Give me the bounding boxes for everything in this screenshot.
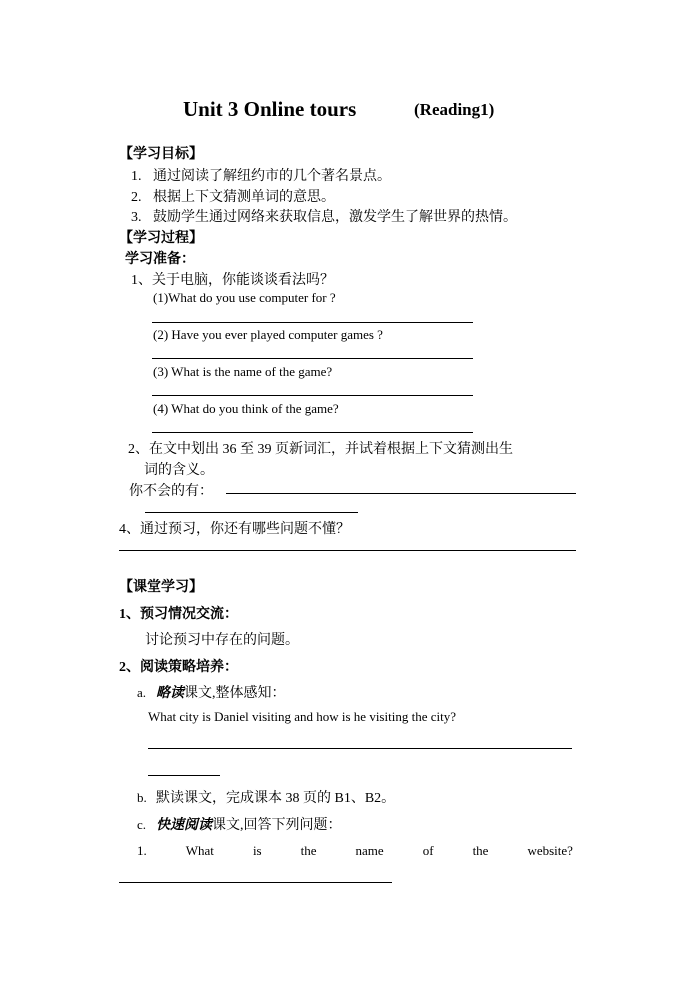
- objective-text: 根据上下文猜测单词的意思。: [153, 190, 335, 205]
- question-1: 1、关于电脑，你能谈谈看法吗？: [131, 273, 334, 288]
- answer-line: [148, 748, 572, 749]
- unknown-words-label: 你不会的有：: [129, 484, 213, 499]
- answer-line: [145, 512, 358, 513]
- question-2-line1: 2、在文中划出 36 至 39 页新词汇，并试着根据上下文猜测出生: [128, 442, 513, 457]
- objective-number: 3.: [131, 210, 142, 225]
- justified-word: 1.: [137, 843, 147, 858]
- justified-word: name: [355, 843, 384, 858]
- justified-word: of: [422, 843, 434, 858]
- objective-item: [131, 165, 391, 185]
- section-1-text: 讨论预习中存在的问题。: [145, 633, 299, 648]
- page-subtitle: (Reading1): [414, 100, 495, 119]
- q1-item: (4) What do you think of the game?: [153, 401, 339, 416]
- justified-word: the: [472, 843, 489, 858]
- answer-line: [148, 775, 220, 776]
- item-b-text: 默读课文，完成课本 38 页的 B1、B2。: [156, 791, 396, 806]
- objective-item: [131, 186, 335, 206]
- objective-number: 1.: [131, 169, 142, 184]
- q1-item: (3) What is the name of the game?: [153, 364, 333, 379]
- item-b-label: b.: [137, 790, 147, 805]
- q1-item: (1)What do you use computer for ?: [153, 290, 336, 305]
- objective-text: 通过阅读了解纽约市的几个著名景点。: [153, 169, 391, 184]
- justified-word: the: [300, 843, 317, 858]
- answer-line: [152, 358, 473, 359]
- answer-line: [152, 432, 473, 433]
- item-a: [137, 682, 286, 702]
- item-c-text: 课文,回答下列问题：: [212, 818, 342, 833]
- item-c-label: c.: [137, 817, 147, 832]
- q1-item: (2) Have you ever played computer games ?: [153, 327, 383, 342]
- justified-word: website?: [527, 843, 573, 858]
- section-1-heading: 1、预习情况交流：: [119, 607, 238, 622]
- classroom-heading: 【课堂学习】: [119, 580, 203, 595]
- objective-number: 2.: [131, 190, 142, 205]
- objective-item: [131, 206, 517, 226]
- answer-line: [119, 550, 576, 551]
- justified-word: is: [252, 843, 262, 858]
- question-2-line2: 词的含义。: [144, 463, 214, 478]
- item-a-question: What city is Daniel visiting and how is he visiting the city?: [148, 709, 456, 724]
- question-4: 4、通过预习，你还有哪些问题不懂？: [119, 522, 350, 537]
- answer-line: [119, 882, 392, 883]
- item-c-emphasis: 快速阅读: [156, 818, 212, 833]
- page-title: Unit 3 Online tours: [183, 97, 357, 121]
- item-a-text: 课文,整体感知：: [184, 686, 286, 701]
- answer-line: [226, 493, 576, 494]
- item-a-label: a.: [137, 685, 147, 700]
- item-c-question-1: [137, 843, 573, 859]
- prep-heading: 学习准备：: [125, 252, 195, 267]
- item-a-emphasis: 略读: [156, 686, 184, 701]
- process-heading: 【学习过程】: [119, 231, 203, 246]
- answer-line: [152, 395, 473, 396]
- item-b: [137, 787, 395, 807]
- justified-word: What: [185, 843, 214, 858]
- objectives-heading: 【学习目标】: [119, 147, 203, 162]
- item-c: [137, 814, 342, 834]
- answer-line: [152, 322, 473, 323]
- objective-text: 鼓励学生通过网络来获取信息，激发学生了解世界的热情。: [153, 210, 517, 225]
- section-2-heading: 2、阅读策略培养：: [119, 660, 238, 675]
